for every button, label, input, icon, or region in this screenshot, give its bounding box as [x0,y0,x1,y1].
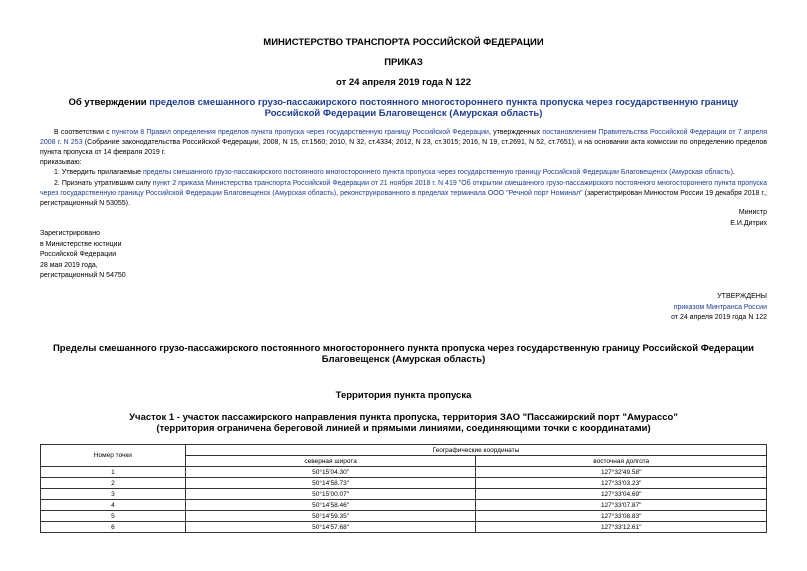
longitude: 127°33'03.23" [476,478,767,489]
document-date: от 24 апреля 2019 года N 122 [336,77,471,88]
header-coordinates: Географические координаты [185,445,766,456]
point-number: 6 [41,522,186,533]
table-row [41,478,767,489]
longitude: 127°32'49.58" [476,467,767,478]
item-2 [40,179,767,209]
header-longitude: восточная долгота [476,456,767,467]
point-number: 2 [41,478,186,489]
point-number: 5 [41,511,186,522]
annex-title-line-1: Пределы смешанного грузо-пассажирского постоянного многостороннего пункта пропуска через государственную границу Российской Федерации [52,343,755,354]
preamble-paragraph [40,128,767,158]
territory-title: Территория пункта пропуска [335,390,472,401]
registration-line: Российской Федерации [40,251,117,258]
preamble-text-3: (Собрание законодательства Российской Федерации, 2008, N 15, ст.1560; 2010, N 32, ст.4334; 2012, N 23, ст.3015; 2016, N 19, ст.2691, N 52, ст.7651), и на основании акта комиссии по определению пределов пункта пропуска от 14 февраля 2019 г. [40,139,767,156]
header-point-number: Номер точки [41,445,186,467]
latitude: 50°14'58.73" [185,478,476,489]
signature-name: Е.И.Дитрих [730,219,767,227]
document-subject [55,97,752,119]
preamble-text-1: В соответствии с [54,129,112,136]
preamble-text-2: , утвержденных [488,129,543,136]
registration-line: регистрационный N 54750 [40,272,126,279]
coordinates-table [40,444,767,533]
item-2-end: (зарегистрирован Минюстом России 19 декабря 2018 г., регистрационный N 53055). [40,190,768,207]
table-row [41,489,767,500]
item-1-end: . [732,169,735,176]
approval-line: УТВЕРЖДЕНЫ [717,293,767,300]
item-2-text: 2. Признать утратившим силу [54,180,153,187]
item-1-text: 1. Утвердить прилагаемые [54,169,143,176]
registration-line: в Министерстве юстиции [40,240,122,248]
latitude: 50°14'58.46" [185,500,476,511]
section-title [0,412,807,434]
longitude: 127°33'07.87" [476,500,767,511]
signature-position: Министр [738,209,767,216]
table-header-row [41,445,767,456]
longitude: 127°33'12.61" [476,522,767,533]
latitude: 50°15'04.30" [185,467,476,478]
table-row [41,500,767,511]
latitude: 50°14'57.68" [185,522,476,533]
approval-block [671,292,767,324]
registration-block [40,229,126,282]
registration-line: Зарегистрировано [40,230,100,237]
section-title-line-2: (территория ограничена береговой линией и прямыми линиями, соединяющими точки с координатами) [156,423,651,434]
item-1-link[interactable]: пределы смешанного грузо-пассажирского постоянного многостороннего пункта пропуска через государственную границу Российской Федерации Благовещенск (Амурская область) [142,169,733,176]
section-title-line-1: Участок 1 - участок пассажирского направления пункта пропуска, территория ЗАО "Пассажирский порт "Амурассо" [129,412,678,423]
longitude: 127°33'04.69" [476,489,767,500]
rules-link[interactable]: пунктом 8 Правил определения пределов пункта пропуска через государственную границу Российской Федерации [111,129,489,136]
table-row [41,467,767,478]
government-decree-link[interactable]: постановлением Правительства Российской Федерации от 7 апреля 2008 г. N 253 [40,129,768,146]
annex-title [0,343,807,365]
point-number: 3 [41,489,186,500]
longitude: 127°33'08.83" [476,511,767,522]
point-number: 4 [41,500,186,511]
subject-link[interactable]: пределов смешанного грузо-пассажирского постоянного многостороннего пункта пропуска через государственную границу Российской Федерации Благовещенск (Амурская область) [149,97,739,119]
registration-line: 28 мая 2019 года, [40,261,98,269]
item-2-link[interactable]: пункт 2 приказа Министерства транспорта Российской Федерации от 21 ноября 2018 г. N 419 "Об открытии смешанного грузо-пассажирского постоянного многостороннего пункта пропуска через государственную границу Российской Федерации Благовещенск (Амурская область), реконструированного в пределах терминала ООО "Речной порт Номинал" [40,180,767,197]
header-latitude: северная широта [185,456,476,467]
signature-block [730,208,767,229]
approval-line: от 24 апреля 2019 года N 122 [671,314,767,321]
document-type: ПРИКАЗ [384,57,423,68]
table-row [41,511,767,522]
latitude: 50°14'59.35" [185,511,476,522]
order-word: приказываю: [40,159,82,166]
item-1 [40,168,767,178]
latitude: 50°15'00.07" [185,489,476,500]
table-row [41,522,767,533]
ministry-title: МИНИСТЕРСТВО ТРАНСПОРТА РОССИЙСКОЙ ФЕДЕРАЦИИ [263,37,544,48]
point-number: 1 [41,467,186,478]
approval-link[interactable]: приказом Минтранса России [673,303,767,311]
annex-title-line-2: Благовещенск (Амурская область) [321,354,486,365]
subject-prefix: Об утверждении [68,97,150,108]
